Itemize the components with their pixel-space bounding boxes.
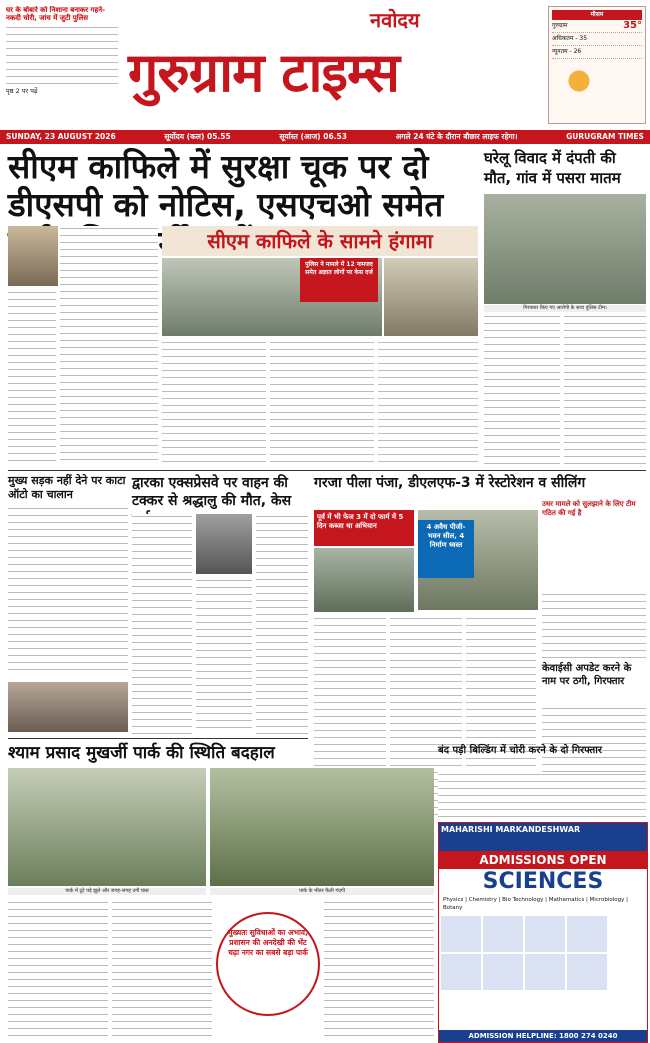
ad-sciences: SCIENCES: [482, 869, 604, 894]
park-col-4: [324, 900, 434, 1038]
park-caption-2: पार्क के भीतर फैली गंदगी: [210, 888, 434, 895]
park-headline: श्याम प्रसाद मुखर्जी पार्क की स्थिति बदहाल: [8, 743, 275, 763]
officer-photo: [8, 226, 58, 286]
student-photo: [441, 916, 481, 952]
lead-callout: पुलिस ने मामले में 12 नामजद समेत अज्ञात लोगों पर केस दर्ज: [300, 258, 378, 302]
teaser-text: [6, 25, 118, 87]
lead-col-1: [60, 226, 158, 466]
park-col-1: [8, 900, 108, 1038]
teaser-title: घर के बोबारे को निशाना बनाकर गहने-नकदी चोरी, जांच में जुटी पुलिस: [6, 6, 106, 23]
sealing-photo-1: [314, 548, 414, 612]
date: SUNDAY, 23 AUGUST 2026: [6, 132, 116, 141]
ad-admissions: ADMISSIONS OPEN: [439, 851, 647, 869]
weather-temp: 35°: [623, 20, 642, 31]
lead-headline: सीएम काफिले में सुरक्षा चूक पर दो डीएसपी को नोटिस, एसएचओ समेत: [8, 147, 444, 224]
divider: [8, 470, 646, 471]
park-col-2: [112, 900, 212, 1038]
sealing-headline: गरजा पीला पंजा, डीएलएफ-3 में रेस्टोरेशन व सीलिंग: [314, 475, 586, 491]
lead-col-4: [378, 340, 478, 466]
lead-col-3: [270, 340, 374, 466]
teaser-ref: पृष्ठ 2 पर पढ़ें: [6, 86, 38, 95]
paper-name: GURUGRAM TIMES: [566, 132, 644, 141]
side-col-2: [564, 314, 646, 464]
highway-headline: मुख्य सड़क नहीं देने पर काटा ऑटो का चालान: [8, 474, 126, 501]
weather-row: अधिकतम - 35: [552, 33, 642, 46]
masthead: [0, 0, 650, 130]
ad-college: MAHARISHI MARKANDESHWAR: [441, 825, 581, 834]
park-photo-1: [8, 768, 206, 886]
ad-students: [439, 914, 647, 992]
lead-subheading: सीएम काफिले के सामने हंगामा: [162, 226, 478, 256]
park-callout: मुख्यतः सुविधाओं का अभाव, प्रशासन की अनदेखी की भेंट चढ़ा नगर का सबसे बड़ा पार्क: [216, 912, 320, 1016]
sunrise: सूर्योदय (कल) 05.55: [164, 132, 231, 141]
ad-header: [439, 823, 647, 851]
right-col-top: [542, 592, 646, 658]
side-photo: [484, 194, 646, 304]
brand-big: गुरुग्राम टाइम्स: [128, 41, 399, 104]
highway-col: [8, 506, 128, 676]
student-photo: [567, 916, 607, 952]
side-col-1: [484, 314, 560, 464]
dateline-bar: [0, 130, 650, 144]
student-photo: [525, 916, 565, 952]
lead-photo-2: [384, 258, 478, 336]
fraud-headline: केवाईसी अपडेट करने के नाम पर ठगी, गिरफ्तार: [542, 663, 632, 687]
student-photo: [567, 954, 607, 990]
crash-col-1: [132, 514, 192, 734]
park-caption-1: पार्क में टूटे पड़े झूले और जगह-जगह उगी घास: [8, 888, 206, 895]
sunset: सूर्यास्त (आज) 06.53: [279, 132, 347, 141]
weather-row: न्यूनतम - 26: [552, 46, 642, 59]
crash-col-2: [196, 578, 252, 734]
side-photo-caption: गिरफ्तार किए गए आरोपी के साथ पुलिस टीम।: [484, 305, 646, 312]
lead-col-0: [8, 290, 56, 466]
park-photo-2: [210, 768, 434, 886]
ad-programs: Physics | Chemistry | Bio Technology | Mathematics | Microbiology | Botany: [443, 897, 628, 911]
sealing-callout-1: पूर्व में भी फेज 3 में दो फार्म में 5 दिन कब्जा था अभियान: [314, 510, 414, 546]
weather-title: मौसम: [552, 10, 642, 20]
quote-right: उधर मामले को सुलझाने के लिए टीम गठित की गई है: [542, 500, 636, 517]
brand-small: नवोदय: [370, 8, 420, 32]
student-photo: [483, 954, 523, 990]
building-col: [438, 772, 646, 818]
weather-tagline: अगले 24 घंटे के दौरान बौछार लाइफ रहेगा।: [395, 132, 518, 141]
sealing-callout-2: 4 अवैध पीजी-भवन सील, 4 निर्माण ध्वस्त: [418, 520, 474, 578]
divider: [8, 738, 308, 739]
ad-helpline: ADMISSION HELPLINE: 1800 274 0240: [439, 1030, 647, 1042]
side-headline: घरेलू विवाद में दंपती की मौत, गांव में पसरा मातम: [484, 149, 621, 187]
teaser-box: [6, 6, 118, 106]
crash-photo: [196, 514, 252, 574]
weather-row: गुरुग्राम 35°: [552, 20, 642, 31]
highway-photo: [8, 682, 128, 732]
crash-col-3: [256, 514, 308, 734]
student-photo: [441, 954, 481, 990]
weather-box: [548, 6, 646, 124]
student-photo: [525, 954, 565, 990]
lead-col-2: [162, 340, 266, 466]
student-photo: [483, 916, 523, 952]
building-headline: बंद पड़ी बिल्डिंग में चोरी करने के दो गिरफ्तार: [438, 745, 602, 756]
crash-headline: द्वारका एक्सप्रेसवे पर वाहन की टक्कर से श्रद्धालु की मौत, केस: [132, 475, 292, 509]
college-ad[interactable]: [438, 822, 648, 1043]
sun-icon: [552, 65, 642, 105]
